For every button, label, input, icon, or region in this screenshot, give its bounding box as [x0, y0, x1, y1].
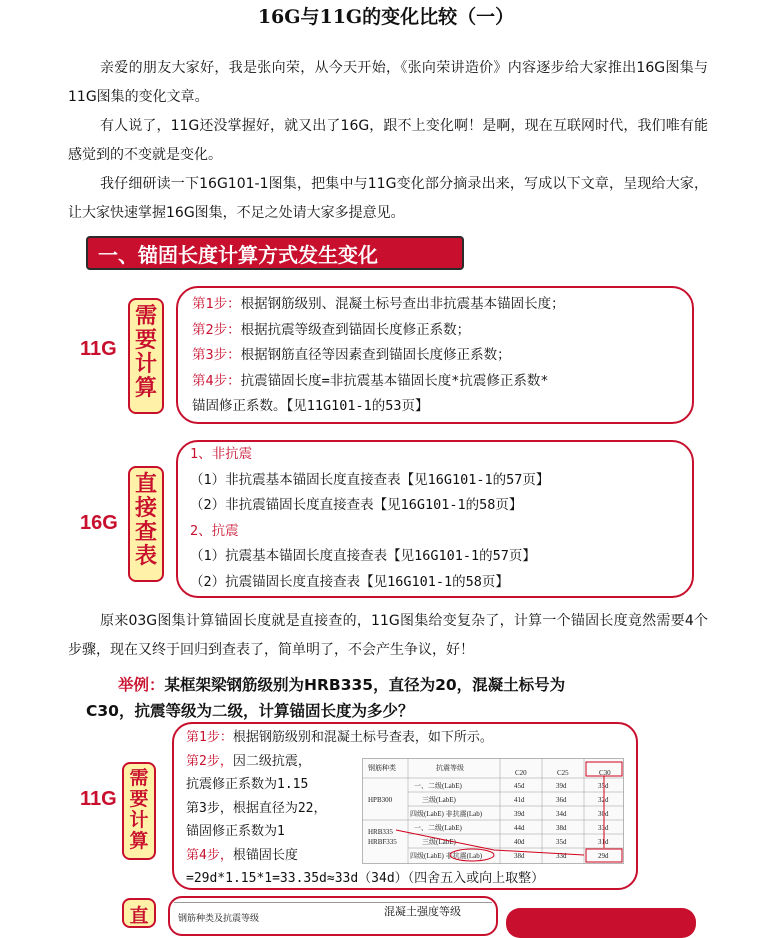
heading-seismic: 2、抗震: [190, 522, 239, 539]
table-steel-hrbf335: HRBF335: [368, 838, 397, 846]
example-question: [86, 672, 712, 724]
table-cell: 41d: [514, 796, 525, 804]
table-cell: 32d: [598, 796, 609, 804]
page-title: 16G与11G的变化比较（一）: [257, 6, 515, 28]
step-4: 第4步：抗震锚固长度=非抗震基本锚固长度*抗震修正系数*: [192, 372, 549, 389]
label-need-calc: [128, 298, 164, 414]
table-cell: 39d: [514, 810, 525, 818]
table-cell: 29d: [598, 852, 609, 860]
label-direct-partial-text: 直: [129, 905, 149, 927]
lookup-line-3: （1）抗震基本锚固长度直接查表【见16G101-1的57页】: [190, 548, 536, 564]
table-row-level: 一、二级(LabE): [414, 824, 462, 832]
table-cell: 33d: [556, 852, 567, 860]
anchorage-table: [362, 758, 624, 864]
table-cell: 30d: [598, 810, 609, 818]
intro-text: [68, 54, 708, 228]
table-cell: 40d: [514, 838, 525, 846]
example-step-4-cont: =29d*1.15*1=33.35d≈33d（34d）（四舍五入或向上取整）: [186, 871, 545, 886]
intro-paragraph-2: 有人说了，11G还没掌握好，就又出了16G，跟不上变化啊！是啊，现在互联网时代，我们唯有能感觉到的不变就是变化。: [68, 118, 708, 163]
comparison-text: [68, 607, 708, 665]
intro-paragraph-1: 亲爱的朋友大家好，我是张向荣，从今天开始，《张向荣讲造价》内容逐步给大家推出16G图集与11G图集的变化文章。: [68, 60, 708, 105]
step-3: 第3步：根据钢筋直径等因素查到锚固长度修正系数；: [192, 347, 511, 363]
table-col-c30: C30: [599, 769, 611, 777]
example-step-3-cont: 锚固修正系数为1: [186, 824, 285, 839]
example-step-4: 第4步，根锚固长度: [186, 847, 298, 863]
table-partial-left: 钢筋种类及抗震等级: [178, 914, 260, 924]
table-cell: 35d: [556, 838, 567, 846]
steps-list-11g: [192, 292, 692, 420]
lookup-line-1: （1）非抗震基本锚固长度直接查表【见16G101-1的57页】: [190, 471, 550, 488]
intro-paragraph-3: 我仔细研读一下16G101-1图集，把集中与11G变化部分摘录出来，写成以下文章，呈现给大家，让大家快速掌握16G图集，不足之处请大家多提意见。: [68, 176, 708, 221]
table-cell: 38d: [556, 824, 567, 832]
comparison-paragraph: 原来03G图集计算锚固长度就是直接查的，11G图集给变复杂了，计算一个锚固长度竟然需要4个步骤，现在又终于回归到查表了，简单明了，不会产生争议，好！: [68, 613, 708, 658]
step-1: 第1步：根据钢筋级别、混凝土标号查出非抗震基本锚固长度；: [192, 296, 565, 312]
table-partial-header: 混凝土强度等级: [384, 905, 461, 918]
example-step-1: 第1步：根据钢筋级别和混凝土标号查表，如下所示。: [186, 730, 493, 745]
label-direct-lookup-text: 直接查表: [134, 471, 157, 569]
step-4-cont: 锚固修正系数。【见11G101-1的53页】: [192, 398, 429, 414]
tag-16g: 16G: [80, 512, 118, 534]
section-heading: 一、锚固长度计算方式发生变化: [86, 236, 464, 270]
step-2: 第2步：根据抗震等级查到锚固长度修正系数；: [192, 321, 471, 338]
heading-non-seismic: 1、非抗震: [190, 446, 253, 462]
table-col-c20: C20: [515, 769, 527, 777]
table-row-level: 一、二级(LabE): [414, 782, 462, 790]
table-steel-hpb300: HPB300: [368, 796, 393, 804]
table-cell: 38d: [514, 852, 525, 860]
example-step-2-cont: 抗震修正系数为1.15: [186, 777, 309, 792]
red-banner-partial: [506, 908, 696, 938]
table-cell: 33d: [598, 824, 609, 832]
tag-11g-example: 11G: [80, 788, 117, 810]
table-row-level: 四级(LabE) 非抗震(Lab): [410, 852, 483, 860]
table-partial: [174, 902, 492, 923]
table-header-seismic: 抗震等级: [436, 764, 464, 772]
table-col-c25: C25: [557, 769, 569, 777]
example-line-2: C30，抗震等级为二级，计算锚固长度为多少？: [86, 702, 414, 720]
example-step-3: 第3步，根据直径为22，: [186, 800, 327, 816]
table-row-level: 四级(LabE) 非抗震(Lab): [410, 810, 483, 818]
tag-11g: 11G: [80, 338, 117, 360]
table-row-level: 三级(LabE): [422, 838, 456, 846]
label-need-calc-example: [122, 762, 156, 860]
lookup-line-2: （2）非抗震锚固长度直接查表【见16G101-1的58页】: [190, 497, 523, 513]
table-steel-hrb335: HRB335: [368, 828, 393, 836]
label-direct-partial: [122, 898, 156, 928]
label-direct-lookup: [128, 466, 164, 582]
lookup-line-4: （2）抗震锚固长度直接查表【见16G101-1的58页】: [190, 573, 509, 590]
label-need-calc-example-text: 需要计算: [129, 767, 149, 852]
table-cell: 34d: [556, 810, 567, 818]
table-cell: 36d: [556, 796, 567, 804]
table-header-steel: 钢筋种类: [368, 764, 396, 772]
example-line-1: 某框架梁钢筋级别为HRB335，直径为20，混凝土标号为: [164, 676, 566, 694]
example-prefix: 举例：: [118, 676, 165, 694]
table-row-level: 三级(LabE): [422, 796, 456, 804]
label-need-calc-text: 需要计算: [134, 303, 157, 401]
table-cell: 44d: [514, 824, 525, 832]
table-cell: 35d: [598, 782, 609, 790]
table-cell: 45d: [514, 782, 525, 790]
table-cell: 31d: [598, 838, 609, 846]
table-cell: 39d: [556, 782, 567, 790]
example-step-2: 第2步，因二级抗震，: [186, 753, 311, 769]
lookup-list-16g: [190, 442, 690, 595]
